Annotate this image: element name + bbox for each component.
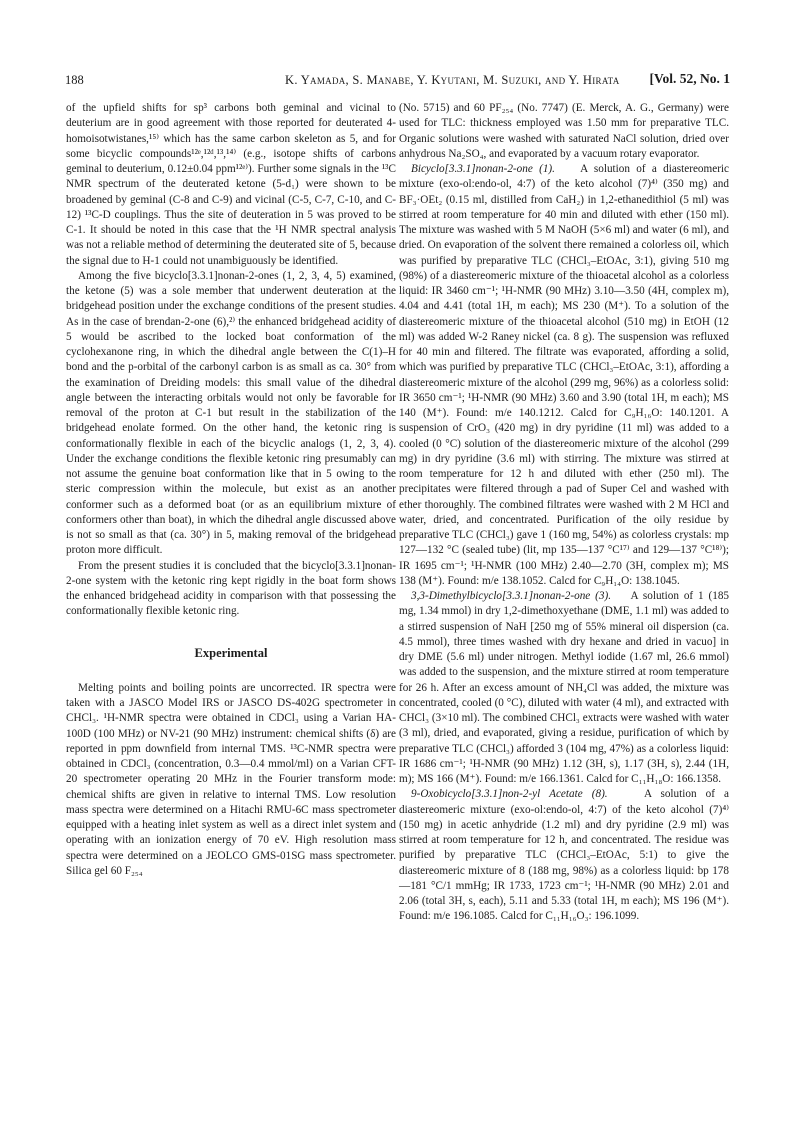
procedure-compound-1 [399, 162, 729, 589]
running-header [65, 71, 730, 93]
volume-label: [Vol. 52, No. 1 [649, 71, 730, 86]
procedure-title: 9-Oxobicyclo[3.3.1]non-2-yl Acetate (8). [411, 788, 608, 801]
paragraph-conclusion: From the present studies it is concluded that the bicyclo[3.3.1]nonan-2-one system with the ketonic ring kept rigidly in the boat form shows the enhanced bridgehead acidity in comparison with that possessing the conformationally flexible ketonic ring. [66, 559, 396, 618]
procedure-compound-8 [399, 787, 729, 924]
procedure-body: A solution of a diastereomeric mixture (exo-ol:endo-ol, 4:7) of the keto alcohol (7)⁴⁾ (150 mg) in acetic anhydride (1.2 ml) and dry pyridine (2.9 ml) was stirred at room temperature for 12 h, and concentrated. The residue was purified by preparative TLC (CHCl₃–EtOAc, 5:1) to give the diastereomeric mixture of 8 (188 mg, 98%) as a colorless liquid: bp 178—181 °C/1 mmHg; IR 1733, 1723 cm⁻¹; ¹H-NMR (90 MHz) 2.01 and 2.06 (total 3H, s, each), 5.11 and 5.33 (total 1H, m each); MS 196 (M⁺). Found: m/e 196.1085. Calcd for C₁₁H₁₆O₃: 196.1099. [399, 788, 729, 923]
procedure-body: A solution of 1 (185 mg, 1.34 mmol) in dry 1,2-dimethoxyethane (DME, 1.1 ml) was added to a stirred suspension of NaH [250 mg of 55% mineral oil dispersion (ca. 4.5 mmol), three times washed with dry hexane and dried in vacuo] in dry DME (5.6 ml) under nitrogen. Methyl iodide (1.67 ml, 26.6 mmol) was added to the suspension, and the mixture stirred at room temperature for 26 h. After an excess amount of NH₄Cl was added, the mixture was concentrated, cooled (0 °C), diluted with water (4 ml), and extracted with CHCl₃ (3×10 ml). The combined CHCl₃ extracts were washed with water (3 ml), dried, and evaporated, giving a residue, purification of which by preparative TLC (CHCl₃) afforded 3 (104 mg, 47%) as a colorless liquid: IR 1686 cm⁻¹; ¹H-NMR (90 MHz) 1.12 (3H, s), 1.17 (3H, s), 2.44 (1H, m); MS 166 (M⁺). Found: m/e 166.1361. Calcd for C₁₁H₁₈O: 166.1358. [399, 590, 730, 785]
procedure-title: Bicyclo[3.3.1]nonan-2-one (1). [411, 163, 555, 175]
page-number: 188 [65, 73, 84, 87]
paragraph-general-methods: Melting points and boiling points are uncorrected. IR spectra were taken with a JASCO Model IRS or JASCO DS-402G spectrometer in CHCl₃. ¹H-NMR spectra were obtained in CDCl₃ using a Varian HA-100D (100 MHz) or NV-21 (90 MHz) instrument: chemical shifts (δ) are reported in ppm downfield from internal TMS. ¹³C-NMR spectra were obtained in CDCl₃ (concentration, 0.3—0.4 mmol/ml) on a Varian CFT-20 spectrometer operating 20 MHz in the Fourier transform mode: chemical shifts are given in relative to internal TMS. Low resolution mass spectra were determined on a Hitachi RMU-6C mass spectrometer equipped with a heating inlet system as well as a direct inlet system and operating with an ionization energy of 70 eV. High resolution mass spectra were determined on a JEOLCO GMS-01SG mass spectrometer. Silica gel 60 F₂₅₄ [66, 681, 396, 877]
paragraph-tlc-methods: (No. 5715) and 60 PF₂₅₄ (No. 7747) (E. Merck, A. G., Germany) were used for TLC: thickness employed was 1.50 mm for preparative TLC. Organic solutions were washed with saturated NaCl solution, dried over anhydrous Na₂SO₄, and evaporated by a vacuum rotary evaporator. [399, 102, 729, 160]
procedure-title: 3,3-Dimethylbicyclo[3.3.1]nonan-2-one (3). [411, 590, 611, 602]
right-column [399, 101, 729, 925]
paragraph-isotope-shifts: of the upfield shifts for sp³ carbons both geminal and vicinal to deuterium are in good agreement with those reported for deuterated 4-homoisotwistanes,¹⁵⁾ which has the same carbon skeleton as 5, and for some bicyclic compounds¹²ᵉ,¹²ᵈ,¹³,¹⁴⁾ (e.g., isotope shifts of carbons geminal to deuterium, 0.12±0.04 ppm¹²ᵉ⁾). Further some signals in the ¹³C NMR spectrum of the deuterated ketone (5-d₁) were shown to be broadened by geminal (C-8 and C-9) and vicinal (C-5, C-7, C-10, and C-12) ¹³C-D couplings. Thus the site of deuteration in 5 was proved to be C-1. It should be noted in this case that the ¹H NMR spectral analysis was not a reliable method of determining the deuterated site of 5, because the signal due to H-1 could not unambiguously be identified. [66, 102, 396, 267]
paragraph-bicyclononanones: Among the five bicyclo[3.3.1]nonan-2-ones (1, 2, 3, 4, 5) examined, the ketone (5) was a sole member that underwent deuteration at the bridgehead position under the exchange conditions of the present studies. As in the case of brendan-2-one (6),²⁾ the enhanced bridgehead acidity of 5 would be ascribed to the locked boat conformation of the cyclohexanone ring, in which the dihedral angle between the C(1)–H bond and the p-orbital of the carbonyl carbon is as small as ca. 30° from the examination of Dreiding models: this small value of the dihedral angle between the interacting orbitals would not only be favorable for removal of the proton at C-1 but result in the stabilization of the bridgehead enolate formed. On the other hand, the ketonic ring is conformationally flexible in each of the bicyclic analogs (1, 2, 3, 4). Under the exchange conditions the flexible ketonic ring presumably can not assume the genuine boat conformation like that in 5 owing to the steric compression within the molecule, but exist as an another conformer such as a deformed boat (or as an equilibrium mixture of conformers other than boat), in which the dihedral angle discussed above is not so small as that (ca. 30°) in 5, making removal of the bridgehead proton more difficult. [66, 269, 396, 557]
procedure-body: A solution of a diastereomeric mixture (exo-ol:endo-ol, 4:7) of the keto alcohol (7)⁴⁾ (350 mg) and BF₃·OEt₂ (0.15 ml, distilled from CaH₂) in 1,2-ethanedithiol (5 ml) was stirred at room temperature for 40 min and diluted with ether (150 ml). The mixture was washed with 5 M NaOH (5×6 ml) and water (6 ml), and dried. On evaporation of the solvent there remained a colorless oil, which was purified by preparative TLC (CHCl₃–EtOAc, 3:1), giving 510 mg (98%) of a diastereomeric mixture of the thioacetal alcohol as a colorless liquid: IR 3460 cm⁻¹; ¹H-NMR (90 MHz) 3.10—3.50 (4H, complex m), 4.04 and 4.41 (total 1H, m each); MS 230 (M⁺). To a solution of the diastereomeric mixture of the thioacetal alcohol (510 mg) in EtOH (12 ml) was added W-2 Raney nickel (ca. 8 g). The suspension was refluxed for 40 min and filtered. The filtrate was evaporated, affording a solid, which was purified by preparative TLC (CHCl₃–EtOAc, 3:1), affording a diastereomeric mixture of the alcohol (299 mg, 96%) as a colorless solid: IR 3650 cm⁻¹; ¹H-NMR (90 MHz) 3.60 and 3.90 (total 1H, m each); MS 140 (M⁺). Found: m/e 140.1212. Calcd for C₉H₁₆O: 140.1201. A suspension of CrO₃ (420 mg) in dry pyridine (11 ml) was added to a cooled (0 °C) solution of the diastereomeric mixture of the alcohol (299 mg) in dry pyridine (3.6 ml) with stirring. The mixture was stirred at room temperature for 12 h and diluted with ether (250 ml). The precipitates were filtered through a pad of Super Cel and washed with ether thoroughly. The combined filtrates were washed with 2 M HCl and water, dried, and concentrated. Purification of the oily residue by preparative TLC (CHCl₃) gave 1 (160 mg, 54%) as colorless crystals: mp 127—132 °C (sealed tube) (lit, mp 135—137 °C¹⁷⁾ and 129—137 °C¹⁸⁾); IR 1695 cm⁻¹; ¹H-NMR (100 MHz) 2.40—2.70 (3H, complex m); MS 138 (M⁺). Found: m/e 138.1052. Calcd for C₉H₁₄O: 138.1045. [399, 163, 729, 587]
section-heading-experimental: Experimental [194, 645, 268, 660]
left-column [66, 101, 396, 879]
author-list: K. Yamada, S. Manabe, Y. Kyutani, M. Suzuki, and Y. Hirata [285, 73, 620, 87]
procedure-compound-3 [399, 589, 729, 787]
